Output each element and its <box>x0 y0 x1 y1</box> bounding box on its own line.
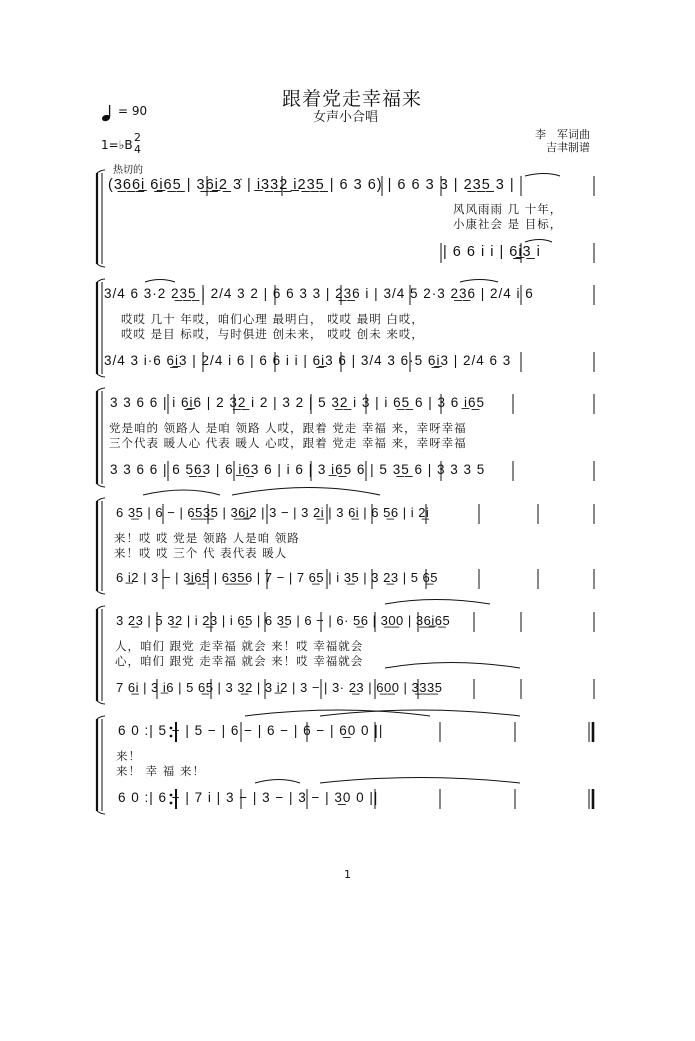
system6-bottom-notes: 6 0 :| 6 − | 7 i | 3 − | 3 − | 3 − | 3̲0 0 || <box>118 790 379 805</box>
composer-credit: 李 军词曲 <box>535 128 590 141</box>
system4-bottom-notes: 6 i̲2 | 3 − | 3̲i̲6̲5 | 6̲3̲5̲6 | 7 − | 7 6̲5 | i 3̲5 | 3 2̲3 | 5 6̲5 <box>116 570 438 585</box>
system5-bottom-notes: 7 6̲i | 3 i̲6 | 5 6̲5 | 3 3̲2 | 3 i̲2 | 3 − | 3· 2̲3 | 6̲0̲0 | 3̲3̲3̲5 <box>116 680 443 695</box>
system3-lyric-verse1: 党是咱的 领路人 是咱 领路 人哎，跟着 党走 幸福 来，幸呀幸福 <box>109 421 467 435</box>
system3-top-notes: 3 3 6 6 | i 6̲i̲6 | 2 3̲2̲ i 2 | 3 2 | 5 3̲2̲ i 3 | i 6̲5̲ 6 | 3 6 i̲6̲5 <box>110 395 485 410</box>
system3-lyric-verse2: 三个代表 暖人心 代表 暖人 心哎，跟着 党走 幸福 来，幸呀幸福 <box>109 436 467 450</box>
tempo-mark: = 90 <box>118 104 148 118</box>
system1-top-notes: (3̲6̲6̲i̲ 6̲i̲6̲5̲ | 3̲6̲i̲2̲ 3̇ | i̲3̲3̲2̲ i̲2̲3̲5̲ | 6 3 6) | 6 6 3 3 | 2̲3̲5̲ 3 | <box>108 177 515 193</box>
system5-lyric-verse2: 心，咱们 跟党 走幸福 就会 来！哎 幸福就会 <box>115 654 364 668</box>
system6-lyric-verse2: 来！ 幸 福 来！ <box>116 764 205 778</box>
system2-bottom-notes: 3/4 3 i·6 6̲i̲3 | 2/4 i 6 | 6 6 i i | 6̲i̲3 6 | 3/4 3 6·5 6̲i̲3 | 2/4 6 3 <box>104 353 512 368</box>
system2-lyric-verse1: 哎哎 几十 年哎，咱们心理 最明白， 哎哎 最明 白哎， <box>121 312 424 326</box>
system6-lyric-verse1: 来！ <box>116 749 141 763</box>
system3-bottom-notes: 3 3 6 6 | 6 5̲6̲3 | 6 i̲6̲3 6 | i 6 | 3 i̲6̲5 6 | 5 3̲5̲ 6 | 3 3 3 5 <box>110 462 486 477</box>
system5-top-notes: 3 2̲3 | 5 3̲2 | i 2̲3 | i 6̲5 | 6 3̲5 | 6 − | 6· 5̲6 | 3̲0̲0 | 3̲6̲i̲6̲5 <box>116 613 451 628</box>
subtitle: 女声小合唱 <box>313 110 379 125</box>
expression-mark: 热切的 <box>113 165 143 176</box>
system5-lyric-verse1: 人，咱们 跟党 走幸福 就会 来！哎 幸福就会 <box>115 639 364 653</box>
meter-numerator: 2 <box>134 131 141 144</box>
page-number: 1 <box>344 868 351 881</box>
system6-top-notes: 6 0 :| 5 − | 5 − | 6 − | 6 − | 6 − | 6̲0 0 || <box>118 723 384 738</box>
key-signature: 1=♭B <box>101 138 133 152</box>
system4-top-notes: 6 3̲5 | 6 − | 6̲5̲3̲5 | 3̲6̲i̲2 | 3 − | 3 2̲i | 3 6̲i | 6 5̲6 | i 2̲i <box>116 505 430 520</box>
system2-top-notes: 3/4 6 3·2 2̲3̲5̲ | 2/4 3 2 | 6 6 3 3 | 2̲3̲6 i | 3/4 5 2·3 2̲3̲6 | 2/4 i 6 <box>104 286 534 301</box>
system1-lyric-verse1: 风风雨雨 几 十年， <box>453 202 563 216</box>
song-title: 跟着党走幸福来 <box>282 88 423 110</box>
system4-lyric-verse2: 来！哎 哎 三个 代 表代表 暖人 <box>114 546 288 560</box>
system4-lyric-verse1: 来！哎 哎 党是 领路 人是咱 领路 <box>114 531 300 545</box>
system2-lyric-verse2: 哎哎 是目 标哎，与时俱进 创未来， 哎哎 创未 来哎， <box>121 327 424 341</box>
system1-bottom-notes: | 6 6 i i | 6̲i̲3̲ i <box>443 244 541 260</box>
meter-denominator: 4 <box>134 143 141 156</box>
system1-lyric-verse2: 小康社会 是 目标， <box>453 217 563 231</box>
arranger-credit: 吉聿制谱 <box>546 141 590 154</box>
